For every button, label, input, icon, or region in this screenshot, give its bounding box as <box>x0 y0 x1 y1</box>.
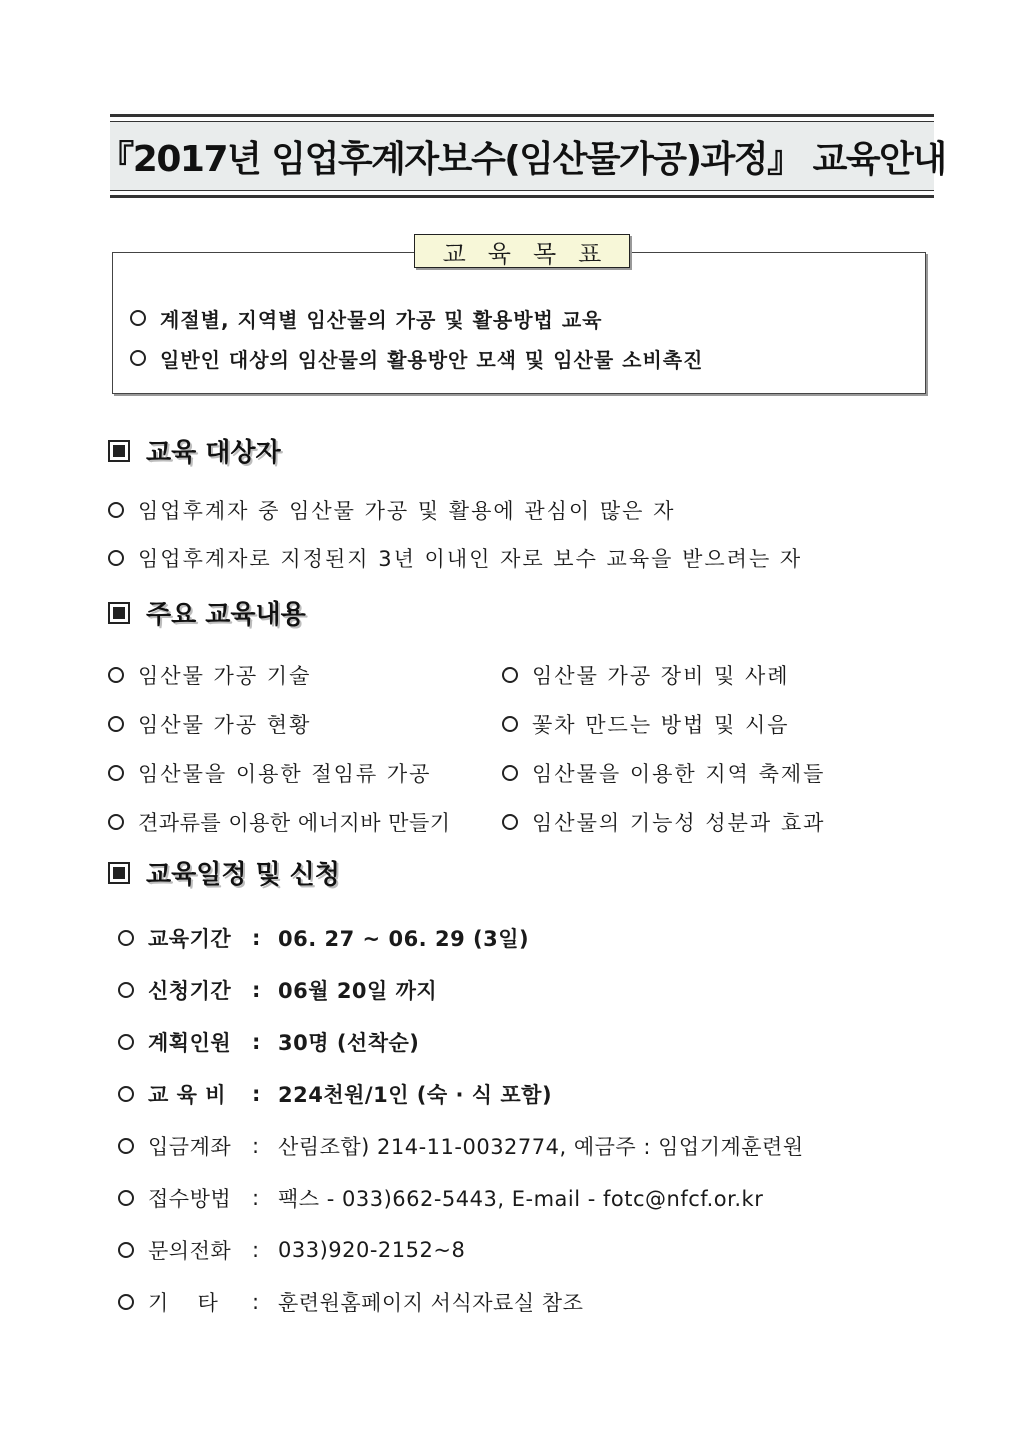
section-heading-text: 주요 교육내용 <box>146 600 306 630</box>
circle-bullet-icon <box>118 930 134 946</box>
section-heading-text: 교육 대상자 <box>146 438 281 468</box>
schedule-value: 팩스 - 033)662-5443, E-mail - fotc@nfcf.or.kr <box>278 1187 764 1211</box>
schedule-row: 계획인원 : 30명 (선착순) <box>118 1016 804 1068</box>
list-item-text: 꽃차 만드는 방법 및 시음 <box>532 712 790 737</box>
list-item-text: 임산물 가공 현황 <box>138 712 312 737</box>
list-item <box>108 650 502 699</box>
circle-bullet-icon <box>118 1294 134 1310</box>
circle-bullet-icon <box>108 814 124 830</box>
square-bullet-icon <box>108 440 130 462</box>
schedule-row: 교육기간 : 06. 27 ~ 06. 29 (3일) <box>118 912 804 964</box>
schedule-row: 입금계좌 : 산림조합) 214-11-0032774, 예금주 : 임업기계훈련원 <box>118 1120 804 1172</box>
target-list <box>108 486 802 582</box>
schedule-row: 교 육 비 : 224천원/1인 (숙 · 식 포함) <box>118 1068 804 1120</box>
goal-item-text: 일반인 대상의 임산물의 활용방안 모색 및 임산물 소비촉진 <box>160 347 704 372</box>
list-item <box>502 699 888 748</box>
schedule-value: 224천원/1인 (숙 · 식 포함) <box>278 1083 553 1107</box>
schedule-label: 입금계좌 <box>148 1135 232 1159</box>
list-item-text: 임업후계자로 지정된지 3년 이내인 자로 보수 교육을 받으려는 자 <box>138 547 803 571</box>
schedule-label: 신청기간 <box>148 979 232 1003</box>
circle-bullet-icon <box>502 667 518 683</box>
circle-bullet-icon <box>108 765 124 781</box>
circle-bullet-icon <box>118 1086 134 1102</box>
schedule-value: 훈련원홈페이지 서식자료실 참조 <box>278 1291 584 1315</box>
list-item <box>502 650 888 699</box>
list-item-text: 임산물 가공 기술 <box>138 663 312 688</box>
circle-bullet-icon <box>108 716 124 732</box>
list-item <box>502 797 888 846</box>
circle-bullet-icon <box>118 1190 134 1206</box>
schedule-value: 033)920-2152~8 <box>278 1238 466 1262</box>
section-heading-text: 교육일정 및 신청 <box>146 860 340 890</box>
list-item <box>108 486 802 534</box>
schedule-value: 산림조합) 214-11-0032774, 예금주 : 임업기계훈련원 <box>278 1135 804 1159</box>
circle-bullet-icon <box>108 502 124 518</box>
goal-item <box>130 338 703 378</box>
circle-bullet-icon <box>118 982 134 998</box>
list-item <box>108 534 802 582</box>
schedule-row: 접수방법 : 팩스 - 033)662-5443, E-mail - fotc@nfcf.or.kr <box>118 1172 804 1224</box>
list-item-text: 임산물을 이용한 지역 축제들 <box>532 761 826 786</box>
circle-bullet-icon <box>118 1138 134 1154</box>
section-heading-contents <box>108 594 306 631</box>
title-banner-inner <box>98 121 946 191</box>
list-item-text: 임산물의 기능성 성분과 효과 <box>532 810 826 835</box>
circle-bullet-icon <box>108 550 124 566</box>
circle-bullet-icon <box>118 1242 134 1258</box>
square-bullet-icon <box>108 862 130 884</box>
circle-bullet-icon <box>502 765 518 781</box>
title-banner <box>98 114 946 198</box>
list-item <box>502 748 888 797</box>
schedule-row: 기 타 : 훈련원홈페이지 서식자료실 참조 <box>118 1276 804 1328</box>
contents-grid <box>108 650 888 846</box>
schedule-label: 계획인원 <box>148 1031 232 1055</box>
page-title: 『2017년 임업후계자보수(임산물가공)과정』 교육안내 <box>98 138 946 180</box>
circle-bullet-icon <box>130 350 146 366</box>
list-item-text: 임산물을 이용한 절임류 가공 <box>138 761 432 786</box>
schedule-value: 30명 (선착순) <box>278 1031 420 1055</box>
list-item <box>108 699 502 748</box>
section-heading-target <box>108 432 281 469</box>
goal-item <box>130 298 703 338</box>
circle-bullet-icon <box>118 1034 134 1050</box>
schedule-label: 교 육 비 <box>148 1083 226 1107</box>
list-item <box>108 748 502 797</box>
schedule-label: 접수방법 <box>148 1187 232 1211</box>
goal-item-text: 계절별, 지역별 임산물의 가공 및 활용방법 교육 <box>160 307 603 332</box>
circle-bullet-icon <box>502 716 518 732</box>
circle-bullet-icon <box>108 667 124 683</box>
schedule-list <box>118 912 804 1328</box>
schedule-row: 문의전화 : 033)920-2152~8 <box>118 1224 804 1276</box>
schedule-row: 신청기간 : 06월 20일 까지 <box>118 964 804 1016</box>
schedule-value: 06. 27 ~ 06. 29 (3일) <box>278 927 530 951</box>
section-heading-schedule <box>108 854 340 891</box>
circle-bullet-icon <box>130 310 146 326</box>
list-item-text: 임업후계자 중 임산물 가공 및 활용에 관심이 많은 자 <box>138 499 676 523</box>
schedule-label: 문의전화 <box>148 1239 232 1263</box>
list-item-text: 임산물 가공 장비 및 사례 <box>532 663 790 688</box>
schedule-label: 교육기간 <box>148 927 232 951</box>
list-item <box>108 797 502 846</box>
square-bullet-icon <box>108 602 130 624</box>
circle-bullet-icon <box>502 814 518 830</box>
list-item-text: 견과류를 이용한 에너지바 만들기 <box>138 810 451 835</box>
goal-label: 교육목표 <box>414 234 630 268</box>
schedule-value: 06월 20일 까지 <box>278 979 438 1003</box>
goal-list <box>130 298 703 378</box>
schedule-label: 기 타 <box>148 1291 219 1315</box>
